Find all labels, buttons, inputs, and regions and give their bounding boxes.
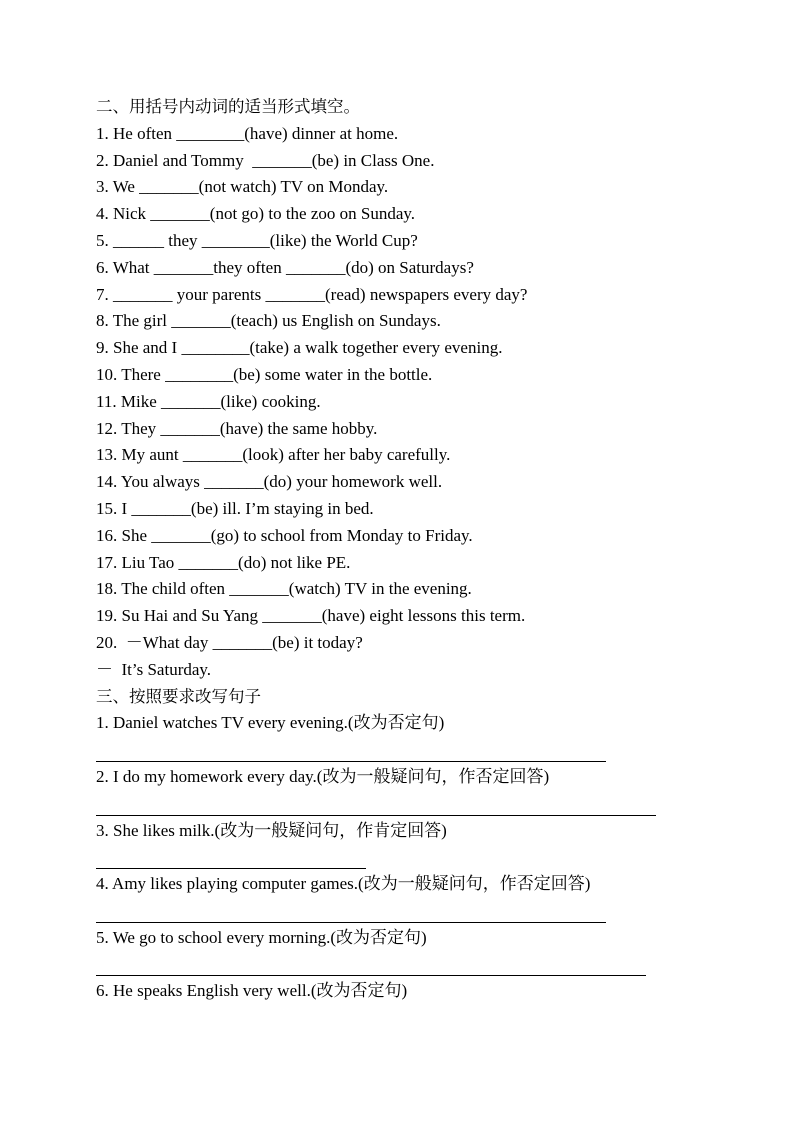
rewrite-item: 4. Amy likes playing computer games.(改为一般疑问句，作否定回答) (96, 874, 591, 894)
exercise-item: 20. －What day _______(be) it today? (96, 632, 363, 652)
exercise-item: 15. I _______(be) ill. I’m staying in bed. (96, 498, 374, 518)
answer-line[interactable] (96, 791, 716, 818)
exercise-item: 4. Nick _______(not go) to the zoo on Sunday. (96, 204, 416, 224)
exercise-item: 10. There ________(be) some water in the bottle. (96, 364, 433, 384)
exercise-item: 11. Mike _______(like) cooking. (96, 391, 321, 411)
section3-title: 三、按照要求改写句子 (96, 686, 261, 706)
exercise-item: 6. What _______they often _______(do) on Saturdays? (96, 257, 474, 277)
exercise-item: 13. My aunt _______(look) after her baby carefully. (96, 445, 451, 465)
exercise-item: 8. The girl _______(teach) us English on Sundays. (96, 311, 441, 331)
answer-line[interactable] (96, 737, 716, 764)
exercise-item: － It’s Saturday. (96, 659, 212, 679)
exercise-item: 12. They _______(have) the same hobby. (96, 418, 378, 438)
rewrite-item: 6. He speaks English very well.(改为否定句) (96, 981, 408, 1001)
answer-line[interactable] (96, 898, 716, 925)
exercise-item: 18. The child often _______(watch) TV in the evening. (96, 579, 472, 599)
rewrite-item: 3. She likes milk.(改为一般疑问句，作肯定回答) (96, 820, 447, 840)
exercise-item: 19. Su Hai and Su Yang _______(have) eight lessons this term. (96, 606, 526, 626)
answer-line[interactable] (96, 844, 716, 871)
exercise-item: 3. We _______(not watch) TV on Monday. (96, 177, 389, 197)
exercise-item: 5. ______ they ________(like) the World Cup? (96, 230, 418, 250)
exercise-item: 1. He often ________(have) dinner at home. (96, 123, 399, 143)
exercise-item: 17. Liu Tao _______(do) not like PE. (96, 552, 351, 572)
rewrite-item: 5. We go to school every morning.(改为否定句) (96, 927, 427, 947)
answer-line[interactable] (96, 952, 716, 979)
rewrite-item: 2. I do my homework every day.(改为一般疑问句，作否定回答) (96, 766, 550, 786)
exercise-item: 14. You always _______(do) your homework well. (96, 472, 443, 492)
section2-title: 二、用括号内动词的适当形式填空。 (96, 97, 360, 116)
exercise-item: 7. _______ your parents _______(read) newspapers every day? (96, 284, 528, 304)
worksheet-page (96, 94, 716, 1005)
exercise-item: 9. She and I ________(take) a walk together every evening. (96, 338, 503, 358)
exercise-item: 16. She _______(go) to school from Monday to Friday. (96, 525, 473, 545)
exercise-item: 2. Daniel and Tommy _______(be) in Class One. (96, 150, 435, 170)
rewrite-item: 1. Daniel watches TV every evening.(改为否定句) (96, 713, 445, 733)
